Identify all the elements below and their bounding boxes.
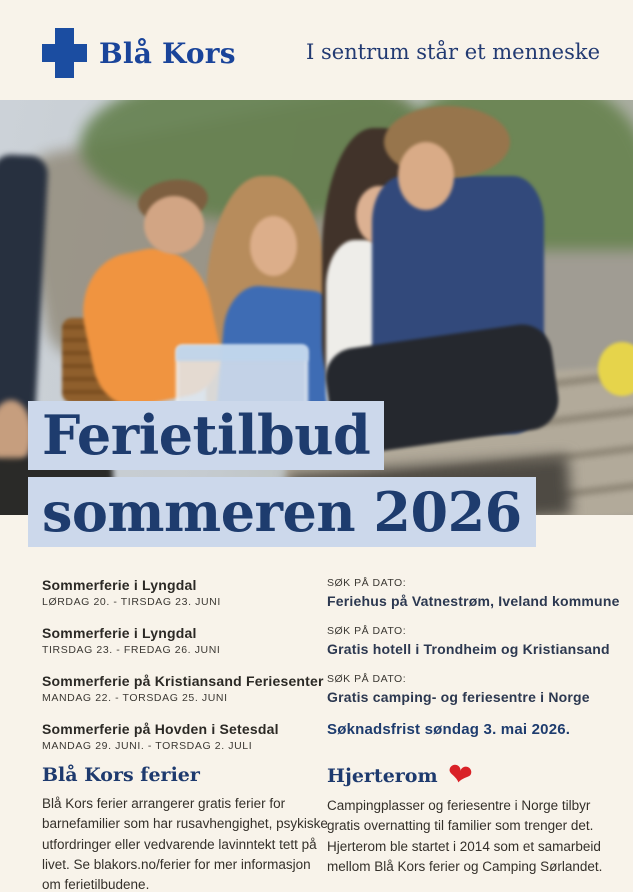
logo-text: Blå Kors (99, 36, 236, 70)
section-body: Campingplasser og feriesentre i Norge tilbyr gratis overnatting til familier som trenger det. Hjerterom ble startet i 2014 som et samarbeid mellom Blå Kors ferier og Camping Sørlandet. (327, 798, 603, 874)
offer-list (42, 577, 328, 769)
photo-boy-face (398, 142, 454, 210)
apply-value: Gratis hotell i Trondheim og Kristiansand (327, 641, 610, 657)
heart-icon: ❤ (443, 756, 475, 795)
photo-toddler-face (144, 196, 204, 254)
section-blakors-ferier (42, 764, 331, 892)
offer-title: Sommerferie i Lyngdal (42, 625, 197, 641)
section-heading-text: Blå Kors ferier (42, 764, 200, 786)
apply-item (327, 625, 627, 658)
offer-item (42, 577, 328, 609)
header (0, 0, 633, 100)
apply-label: SØK PÅ DATO: (327, 577, 407, 589)
offer-dates: TIRSDAG 23. - FREDAG 26. JUNI (42, 644, 221, 656)
apply-item (327, 577, 627, 610)
section-heading (42, 764, 331, 786)
section-heading (327, 756, 627, 795)
apply-label: SØK PÅ DATO: (327, 625, 407, 637)
section-body: Blå Kors ferier arrangerer gratis ferier for barnefamilier som har rusavhengighet, psykiske utfordringer eller vedvarende lavinntekt tett på livet. Se blakors.no/ferier for mer informasjon om ferietilbudene. (42, 796, 328, 892)
section-hjerterom (327, 756, 627, 877)
offer-item (42, 625, 328, 657)
header-tagline: I sentrum står et menneske (305, 40, 600, 64)
hero-title-line1: Ferietilbud (28, 401, 384, 470)
blakors-logo (42, 28, 236, 78)
apply-value: Feriehus på Vatnestrøm, Iveland kommune (327, 593, 620, 609)
apply-value: Gratis camping- og feriesentre i Norge (327, 689, 590, 705)
application-deadline: Søknadsfrist søndag 3. mai 2026. (327, 721, 571, 738)
offer-title: Sommerferie på Hovden i Setesdal (42, 721, 279, 737)
offer-item (42, 721, 328, 753)
offer-dates: MANDAG 22. - TORSDAG 25. JUNI (42, 692, 228, 704)
offer-item (42, 673, 328, 705)
offer-dates: MANDAG 29. JUNI. - TORSDAG 2. JULI (42, 740, 253, 752)
apply-label: SØK PÅ DATO: (327, 673, 407, 685)
photo-plastic-box-lid (176, 345, 308, 361)
blue-cross-icon (42, 28, 87, 78)
application-list (327, 577, 627, 738)
offer-title: Sommerferie på Kristiansand Feriesenter (42, 673, 324, 689)
photo-girl-blonde-face (250, 216, 297, 276)
section-heading-text: Hjerterom (327, 765, 438, 787)
hero-title-line2: sommeren 2026 (28, 477, 536, 547)
apply-item (327, 673, 627, 706)
offer-title: Sommerferie i Lyngdal (42, 577, 197, 593)
offer-dates: LØRDAG 20. - TIRSDAG 23. JUNI (42, 596, 221, 608)
